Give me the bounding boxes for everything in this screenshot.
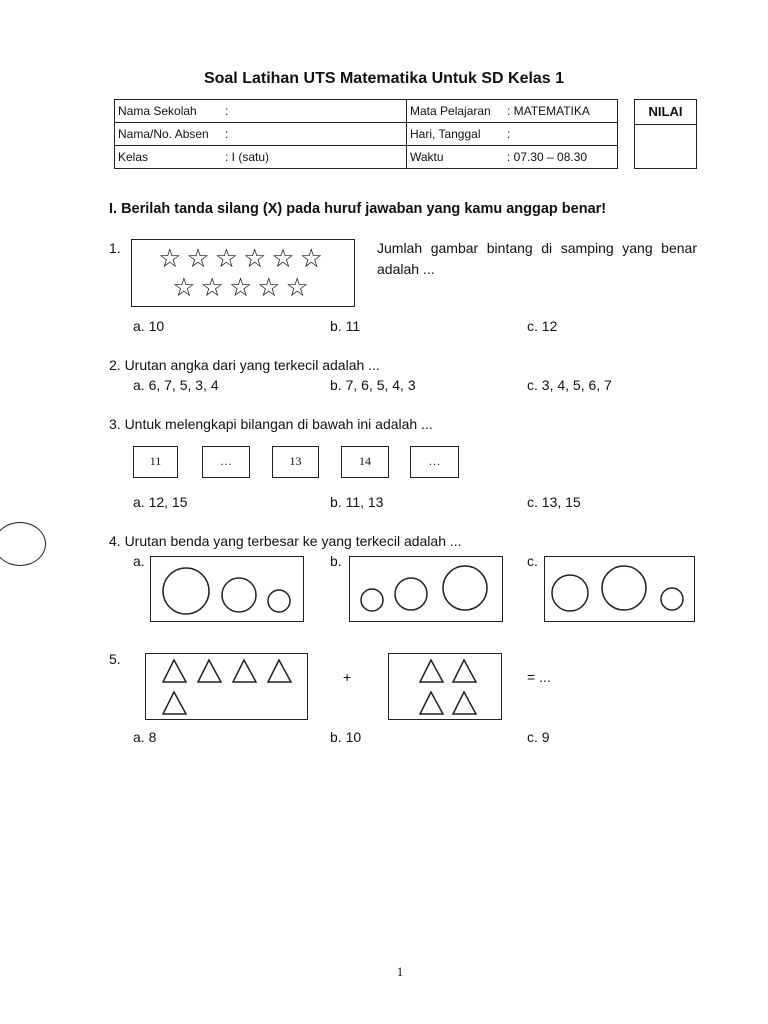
nama-absen-value: : — [225, 127, 229, 141]
triangle-shape — [453, 692, 476, 714]
nama-sekolah-cell[interactable] — [115, 100, 407, 123]
q1-text-line1: Jumlah gambar bintang di samping yang benar — [377, 240, 697, 256]
q4-label-b[interactable]: b. — [330, 553, 342, 569]
plus-sign: + — [343, 669, 352, 685]
page-number: 1 — [396, 964, 404, 979]
large-circle — [602, 566, 646, 610]
q4-option-b-picture[interactable] — [349, 556, 503, 622]
medium-circle — [552, 575, 588, 611]
large-circle — [163, 568, 209, 614]
q4-label-c[interactable]: c. — [527, 553, 538, 569]
q1-option-c[interactable]: c. 12 — [527, 318, 558, 334]
q1-text-line2: adalah ... — [377, 261, 435, 277]
triangle-shape — [163, 692, 186, 714]
score-label: NILAI — [635, 100, 696, 125]
q5-left-triangle-box — [145, 653, 308, 720]
q3-option-c[interactable]: c. 13, 15 — [527, 494, 581, 510]
mapel-cell — [407, 100, 618, 123]
star-icon: ☆ — [158, 243, 187, 273]
q3-number-box: 14 — [341, 446, 389, 478]
q2-option-b[interactable]: b. 7, 6, 5, 4, 3 — [330, 377, 416, 393]
nama-absen-cell[interactable] — [115, 123, 407, 146]
triangle-shape — [198, 660, 221, 682]
q3-blank-box: … — [410, 446, 459, 478]
star-icon: ☆ — [243, 243, 272, 273]
page-title: Soal Latihan UTS Matematika Untuk SD Kelas 1 — [203, 70, 565, 87]
star-icon: ☆ — [285, 272, 314, 302]
hari-value: : — [507, 127, 511, 141]
q3-option-a[interactable]: a. 12, 15 — [133, 494, 188, 510]
student-info-table — [114, 99, 618, 169]
medium-circle — [222, 578, 256, 612]
q2-text: 2. Urutan angka dari yang terkecil adalah ... — [109, 357, 380, 373]
q3-blank-box: … — [202, 446, 250, 478]
small-circle — [361, 589, 383, 611]
q1-stars-row2 — [132, 273, 354, 301]
small-circle — [268, 590, 290, 612]
star-icon: ☆ — [172, 272, 201, 302]
star-icon: ☆ — [271, 243, 300, 273]
triangle-shape — [420, 692, 443, 714]
q4-option-c-picture[interactable] — [544, 556, 695, 622]
triangle-shape — [163, 660, 186, 682]
kelas-cell — [115, 146, 407, 169]
waktu-label: Waktu — [410, 150, 444, 164]
margin-circle — [0, 522, 46, 566]
q3-number-box: 13 — [272, 446, 319, 478]
triangle-shape — [268, 660, 291, 682]
waktu-value: : 07.30 – 08.30 — [507, 150, 588, 164]
q4-label-a[interactable]: a. — [133, 553, 145, 569]
star-icon: ☆ — [214, 243, 243, 273]
q2-option-c[interactable]: c. 3, 4, 5, 6, 7 — [527, 377, 612, 393]
large-circle — [443, 566, 487, 610]
kelas-label: Kelas — [118, 150, 149, 164]
q3-text: 3. Untuk melengkapi bilangan di bawah ini adalah ... — [109, 416, 433, 432]
section-instruction: I. Berilah tanda silang (X) pada huruf jawaban yang kamu anggap benar! — [109, 201, 607, 217]
nama-absen-label: Nama/No. Absen — [118, 127, 209, 141]
q1-number: 1. — [109, 240, 121, 256]
nama-sekolah-value: : — [225, 104, 229, 118]
q4-text: 4. Urutan benda yang terbesar ke yang terkecil adalah ... — [109, 533, 462, 549]
star-icon: ☆ — [257, 272, 286, 302]
q1-option-b[interactable]: b. 11 — [330, 318, 361, 334]
q5-number: 5. — [109, 651, 121, 667]
q5-option-c[interactable]: c. 9 — [527, 729, 550, 745]
q2-option-a[interactable]: a. 6, 7, 5, 3, 4 — [133, 377, 219, 393]
star-icon: ☆ — [299, 243, 328, 273]
triangle-shape — [453, 660, 476, 682]
medium-circle — [395, 578, 427, 610]
q5-right-triangle-box — [388, 653, 502, 720]
q1-star-box — [131, 239, 355, 307]
mapel-label: Mata Pelajaran — [410, 104, 491, 118]
score-box[interactable] — [634, 99, 697, 169]
q1-stars-row1 — [132, 244, 354, 272]
q1-option-a[interactable]: a. 10 — [133, 318, 165, 334]
hari-label: Hari, Tanggal — [410, 127, 481, 141]
kelas-value: : I (satu) — [225, 150, 270, 164]
triangle-shape — [233, 660, 256, 682]
star-icon: ☆ — [186, 243, 215, 273]
star-icon: ☆ — [200, 272, 229, 302]
q5-option-a[interactable]: a. 8 — [133, 729, 157, 745]
hari-cell[interactable] — [407, 123, 618, 146]
waktu-cell — [407, 146, 618, 169]
mapel-value: : MATEMATIKA — [507, 104, 590, 118]
q3-number-box: 11 — [133, 446, 178, 478]
small-circle — [661, 588, 683, 610]
star-icon: ☆ — [228, 272, 258, 302]
equals-sign: = ... — [527, 669, 551, 685]
q4-option-a-picture[interactable] — [150, 556, 304, 622]
q5-option-b[interactable]: b. 10 — [330, 729, 362, 745]
nama-sekolah-label: Nama Sekolah — [118, 104, 197, 118]
q3-option-b[interactable]: b. 11, 13 — [330, 494, 384, 510]
triangle-shape — [420, 660, 443, 682]
